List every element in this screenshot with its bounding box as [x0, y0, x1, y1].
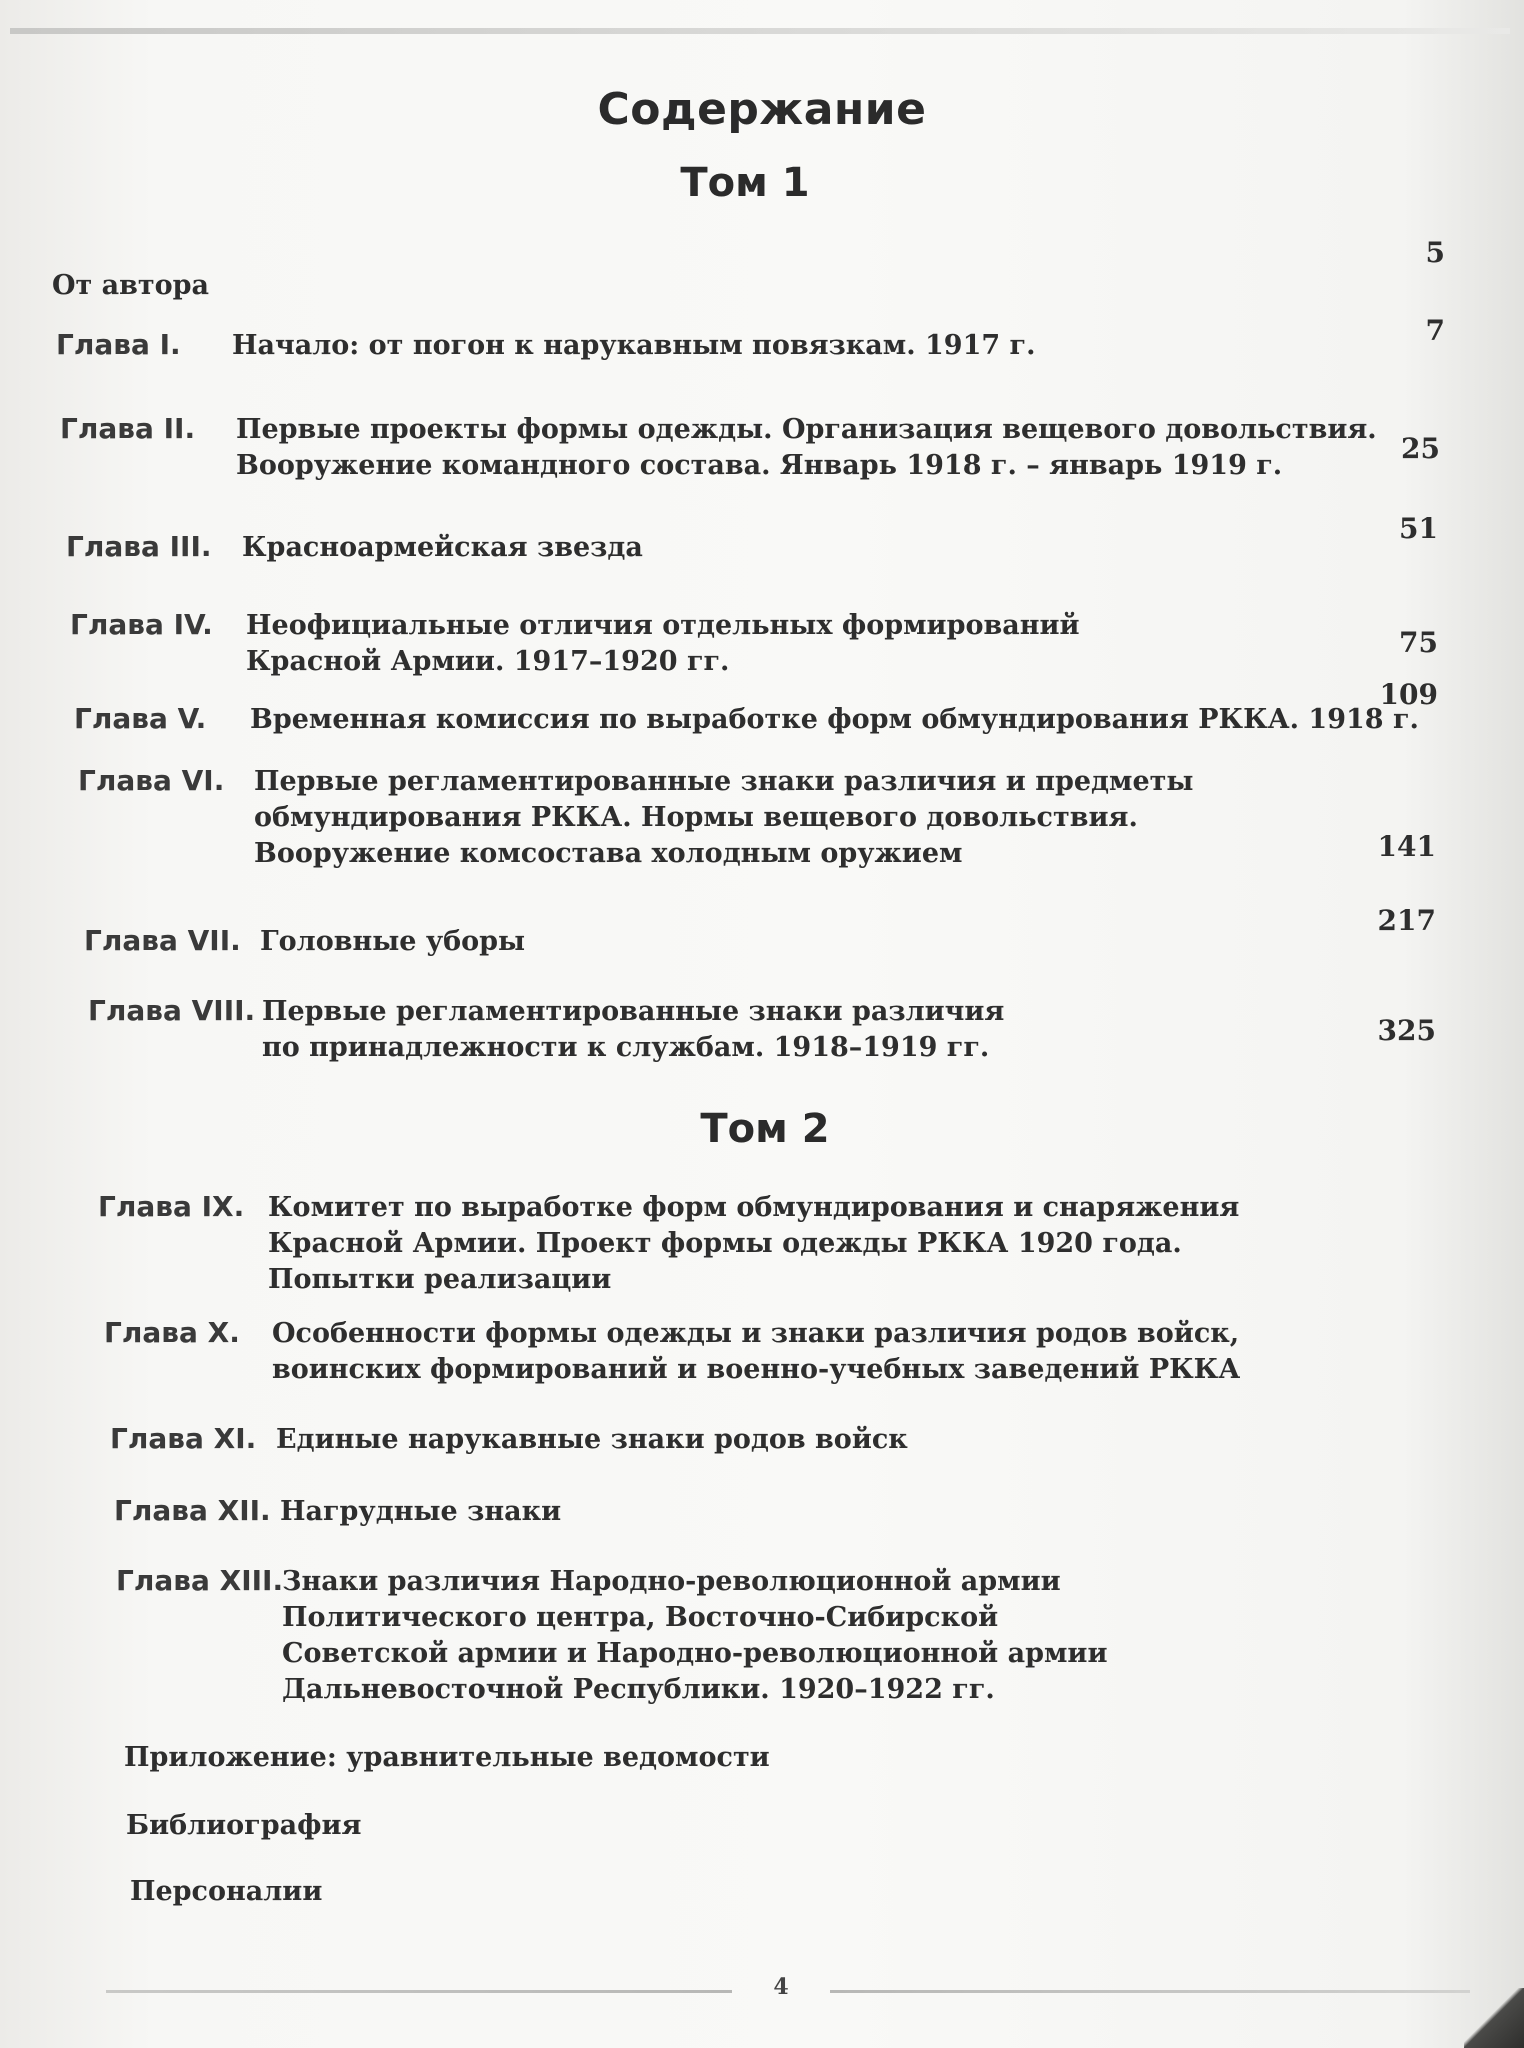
chapter-label: Глава XI. — [110, 1422, 257, 1455]
chapter-label: Глава VIII. — [88, 994, 256, 1027]
chapter-title-line: Временная комиссия по выработке форм обмундирования РККА. 1918 г. — [250, 704, 1419, 735]
chapter-label: Глава II. — [60, 412, 196, 445]
chapter-title-line: Первые регламентированные знаки различия и предметы — [254, 766, 1194, 797]
chapter-title — [262, 994, 1004, 1066]
chapter-title-line: Единые нарукавные знаки родов войск — [276, 1424, 908, 1455]
chapter-title — [250, 702, 1419, 738]
chapter-title-line: Вооружение комсостава холодным оружием — [254, 838, 963, 869]
chapter-label: Глава XII. — [114, 1494, 271, 1527]
appendix-entry: Приложение: уравнительные ведомости — [124, 1742, 770, 1773]
chapter-label: Глава IV. — [70, 608, 213, 641]
chapter-label: Глава VI. — [78, 764, 225, 797]
chapter-title-line: Политического центра, Восточно-Сибирской — [282, 1602, 999, 1633]
volume-1-title: Том 1 — [680, 160, 810, 206]
personalia-entry: Персоналии — [130, 1876, 323, 1907]
author-note-label: От автора — [52, 270, 210, 301]
chapter-title-line: Первые проекты формы одежды. Организация вещевого довольствия. — [236, 414, 1377, 445]
chapter-label: Глава I. — [56, 328, 181, 361]
chapter-5-page: 109 — [1379, 678, 1438, 711]
chapter-title — [260, 924, 525, 960]
chapter-8-page: 325 — [1377, 1014, 1436, 1047]
chapter-title — [232, 328, 1036, 364]
chapter-title-line: Головные уборы — [260, 926, 526, 957]
chapter-3-page: 51 — [1399, 512, 1438, 545]
page-corner-shadow — [1464, 1988, 1524, 2048]
chapter-title-line: Красной Армии. 1917–1920 гг. — [246, 646, 730, 677]
top-edge-rule — [10, 28, 1510, 34]
chapter-title-line: воинских формирований и военно-учебных заведений РККА — [272, 1354, 1241, 1385]
footer-rule-right — [830, 1990, 1470, 1993]
chapter-title-line: Дальневосточной Республики. 1920–1922 гг. — [282, 1674, 995, 1705]
footer-rule-left — [106, 1990, 732, 1993]
chapter-4-page: 75 — [1399, 626, 1438, 659]
chapter-label: Глава X. — [104, 1316, 240, 1349]
chapter-label: Глава XIII. — [116, 1564, 284, 1597]
chapter-title-line: обмундирования РККА. Нормы вещевого довольствия. — [254, 802, 1138, 833]
chapter-2-page: 25 — [1401, 432, 1440, 465]
chapter-title — [254, 764, 1193, 872]
chapter-title-line: Красноармейская звезда — [242, 532, 643, 563]
chapter-title — [276, 1422, 908, 1458]
chapter-title-line: Советской армии и Народно-революционной армии — [282, 1638, 1108, 1669]
chapter-title — [268, 1190, 1239, 1298]
chapter-title-line: Нагрудные знаки — [280, 1496, 562, 1527]
chapter-label: Глава VII. — [84, 924, 241, 957]
chapter-7-page: 217 — [1377, 904, 1436, 937]
chapter-title-line: Начало: от погон к нарукавным повязкам. 1917 г. — [232, 330, 1036, 361]
chapter-label: Глава III. — [66, 530, 212, 563]
chapter-label: Глава IX. — [98, 1190, 245, 1223]
toc-heading: Содержание — [597, 84, 927, 135]
chapter-title — [242, 530, 643, 566]
chapter-title — [282, 1564, 1107, 1708]
volume-2-title: Том 2 — [700, 1106, 830, 1152]
chapter-title-line: Неофициальные отличия отдельных формирований — [246, 610, 1080, 641]
chapter-1-page: 7 — [1425, 314, 1445, 347]
chapter-title-line: Знаки различия Народно-революционной армии — [282, 1566, 1061, 1597]
chapter-title-line: Красной Армии. Проект формы одежды РККА 1920 года. — [268, 1228, 1182, 1259]
chapter-title-line: Особенности формы одежды и знаки различия родов войск, — [272, 1318, 1240, 1349]
author-note-page: 5 — [1425, 236, 1445, 269]
chapter-6-page: 141 — [1377, 830, 1436, 863]
chapter-title — [246, 608, 1080, 680]
chapter-title-line: по принадлежности к службам. 1918–1919 гг. — [262, 1032, 990, 1063]
page-number: 4 — [773, 1974, 789, 2000]
bibliography-entry: Библиография — [126, 1810, 362, 1841]
chapter-title — [272, 1316, 1240, 1388]
chapter-title-line: Попытки реализации — [268, 1264, 612, 1295]
chapter-title-line: Первые регламентированные знаки различия — [262, 996, 1005, 1027]
chapter-label: Глава V. — [74, 702, 207, 735]
chapter-title-line: Вооружение командного состава. Январь 1918 г. – январь 1919 г. — [236, 450, 1283, 481]
chapter-title — [280, 1494, 561, 1530]
chapter-title — [236, 412, 1377, 484]
chapter-title-line: Комитет по выработке форм обмундирования и снаряжения — [268, 1192, 1240, 1223]
